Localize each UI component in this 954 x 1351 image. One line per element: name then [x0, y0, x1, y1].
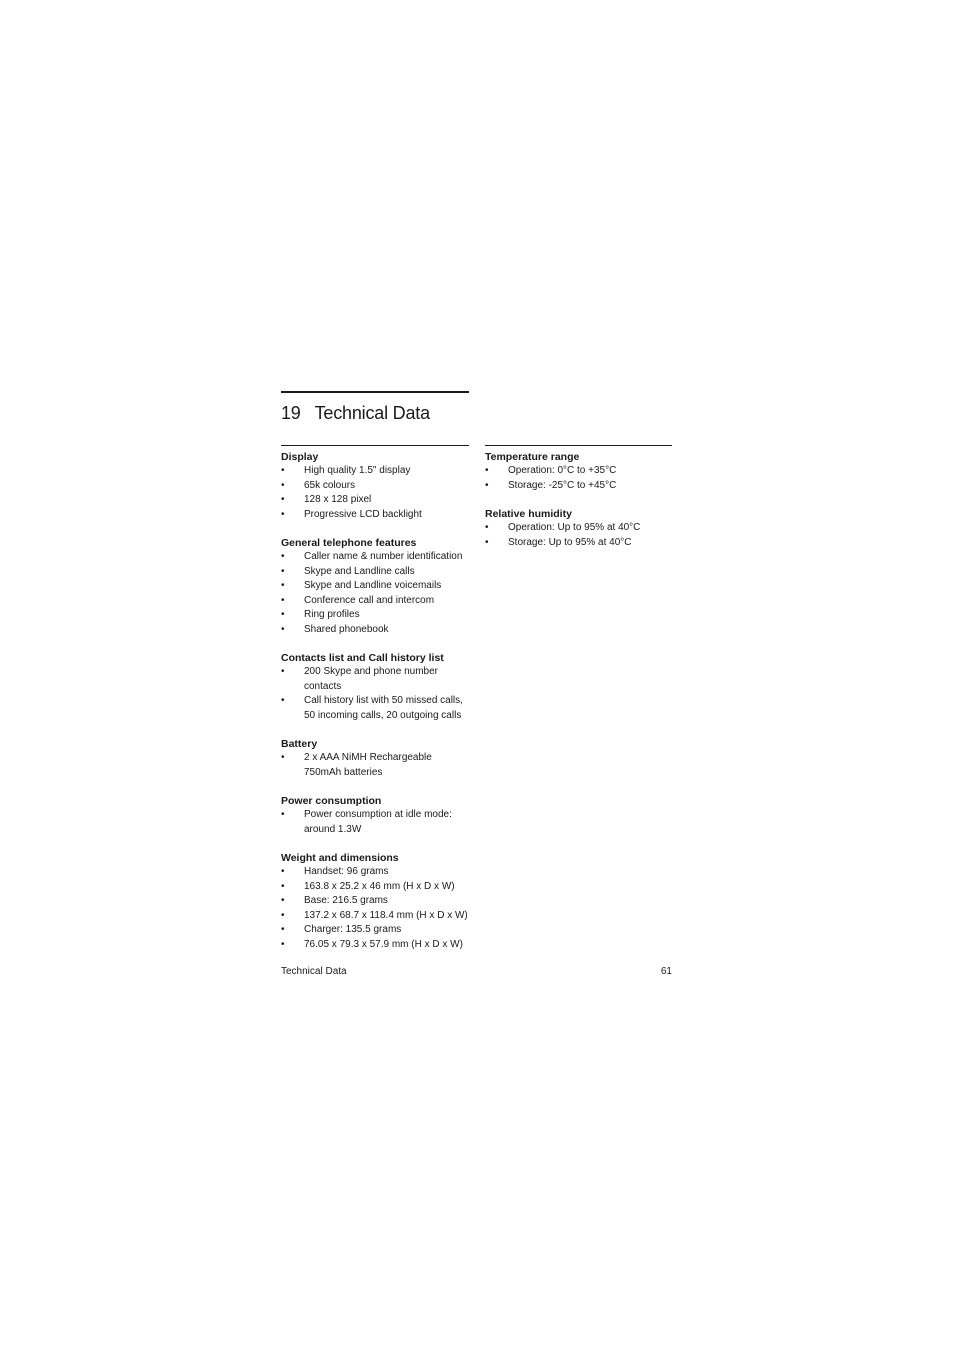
- spec-list-item: [485, 536, 672, 551]
- spec-list: [281, 464, 469, 522]
- spec-section-battery: [281, 737, 469, 780]
- bullet-icon: •: [485, 536, 489, 548]
- spec-list-item: [281, 808, 469, 837]
- bullet-icon: •: [281, 809, 285, 820]
- spec-list: [281, 865, 469, 952]
- spec-item-text: Progressive LCD backlight: [304, 508, 422, 520]
- chapter-rule: [281, 391, 469, 393]
- spec-section-title: Temperature range: [485, 451, 580, 463]
- bullet-icon: •: [281, 909, 285, 921]
- bullet-icon: •: [485, 465, 489, 476]
- spec-item-text: 137.2 x 68.7 x 118.4 mm (H x D x W): [304, 909, 468, 921]
- spec-list-item: [281, 493, 469, 508]
- bullet-icon: •: [281, 508, 285, 520]
- spec-section-display: [281, 450, 469, 522]
- spec-section-relative-humidity: [485, 507, 672, 550]
- spec-list-item: [281, 479, 469, 494]
- spec-item-text: around 1.3W: [304, 823, 362, 835]
- spec-item-text: 200 Skype and phone number: [304, 666, 438, 677]
- bullet-icon: •: [281, 551, 285, 562]
- spec-section-general-telephone-features: [281, 536, 469, 637]
- bullet-icon: •: [281, 465, 285, 476]
- spec-item-text: Operation: 0°C to +35°C: [508, 465, 617, 476]
- bullet-icon: •: [281, 609, 285, 620]
- bullet-icon: •: [281, 479, 285, 491]
- spec-item-text: Handset: 96 grams: [304, 866, 389, 877]
- spec-item-text: Operation: Up to 95% at 40°C: [508, 522, 641, 533]
- bullet-icon: •: [485, 522, 489, 533]
- spec-list-item: [281, 665, 469, 694]
- spec-item-text: 750mAh batteries: [304, 766, 383, 778]
- spec-list-item: [281, 464, 469, 479]
- bullet-icon: •: [281, 494, 285, 505]
- spec-item-text: Base: 216.5 grams: [304, 895, 388, 906]
- bullet-icon: •: [281, 594, 285, 606]
- bullet-icon: •: [281, 924, 285, 935]
- spec-item-text: Skype and Landline calls: [304, 565, 415, 577]
- spec-item-text: Shared phonebook: [304, 623, 389, 635]
- spec-list-item: [485, 479, 672, 494]
- spec-item-text: 65k colours: [304, 479, 356, 491]
- spec-list-item: [485, 464, 672, 479]
- spec-section-contacts-list-and-call-history-list: [281, 651, 469, 723]
- spec-item-text: Power consumption at idle mode:: [304, 809, 452, 820]
- bullet-icon: •: [281, 880, 285, 892]
- left-column: [281, 445, 469, 966]
- spec-item-text: 76.05 x 79.3 x 57.9 mm (H x D x W): [304, 938, 463, 950]
- spec-list: [485, 521, 672, 550]
- spec-list-item: [281, 594, 469, 609]
- spec-list-item: [281, 565, 469, 580]
- bullet-icon: •: [281, 666, 285, 677]
- chapter-number: 19: [281, 403, 301, 423]
- spec-item-text: Call history list with 50 missed calls,: [304, 695, 463, 706]
- spec-item-text: Ring profiles: [304, 609, 360, 620]
- spec-item-text: Conference call and intercom: [304, 594, 435, 606]
- spec-section-power-consumption: [281, 794, 469, 837]
- spec-section-title: Display: [281, 451, 319, 463]
- spec-item-text: 128 x 128 pixel: [304, 494, 372, 505]
- bullet-icon: •: [281, 752, 285, 763]
- bullet-icon: •: [281, 895, 285, 906]
- spec-list: [281, 751, 469, 780]
- spec-list: [281, 808, 469, 837]
- bullet-icon: •: [281, 580, 285, 591]
- spec-item-text: Storage: -25°C to +45°C: [508, 479, 617, 491]
- bullet-icon: •: [281, 866, 285, 877]
- spec-item-text: contacts: [304, 680, 342, 692]
- chapter-title: Technical Data: [314, 403, 430, 423]
- spec-list-item: [281, 579, 469, 594]
- spec-section-weight-and-dimensions: [281, 851, 469, 952]
- spec-section-title: Battery: [281, 738, 318, 750]
- spec-list: [281, 550, 469, 637]
- spec-item-text: Skype and Landline voicemails: [304, 580, 442, 591]
- spec-list-item: [281, 508, 469, 523]
- right-column: [485, 445, 672, 564]
- spec-list-item: [281, 894, 469, 909]
- spec-section-title: Power consumption: [281, 795, 382, 807]
- spec-item-text: 50 incoming calls, 20 outgoing calls: [304, 709, 462, 721]
- spec-item-text: 163.8 x 25.2 x 46 mm (H x D x W): [304, 880, 455, 892]
- spec-item-text: Charger: 135.5 grams: [304, 924, 402, 935]
- spec-list-item: [281, 550, 469, 565]
- spec-section-temperature-range: [485, 450, 672, 493]
- spec-list-item: [281, 909, 469, 924]
- spec-list-item: [281, 751, 469, 780]
- bullet-icon: •: [281, 623, 285, 635]
- spec-section-title: General telephone features: [281, 537, 417, 549]
- spec-list-item: [281, 623, 469, 638]
- spec-list: [281, 665, 469, 723]
- spec-list-item: [281, 694, 469, 723]
- bullet-icon: •: [281, 938, 285, 950]
- spec-list: [485, 464, 672, 493]
- spec-list-item: [281, 608, 469, 623]
- footer-page-number: 61: [660, 966, 672, 977]
- spec-section-title: Weight and dimensions: [281, 852, 399, 864]
- spec-item-text: Storage: Up to 95% at 40°C: [508, 536, 632, 548]
- bullet-icon: •: [281, 695, 285, 706]
- spec-list-item: [485, 521, 672, 536]
- bullet-icon: •: [485, 479, 489, 491]
- spec-section-title: Contacts list and Call history list: [281, 652, 444, 664]
- spec-item-text: High quality 1.5" display: [304, 465, 411, 476]
- spec-list-item: [281, 865, 469, 880]
- spec-list-item: [281, 880, 469, 895]
- spec-list-item: [281, 938, 469, 953]
- footer-section-name: Technical Data: [281, 966, 347, 977]
- spec-item-text: 2 x AAA NiMH Rechargeable: [304, 752, 432, 763]
- bullet-icon: •: [281, 565, 285, 577]
- spec-item-text: Caller name & number identification: [304, 551, 463, 562]
- chapter-heading: [281, 403, 430, 424]
- spec-section-title: Relative humidity: [485, 508, 572, 520]
- spec-list-item: [281, 923, 469, 938]
